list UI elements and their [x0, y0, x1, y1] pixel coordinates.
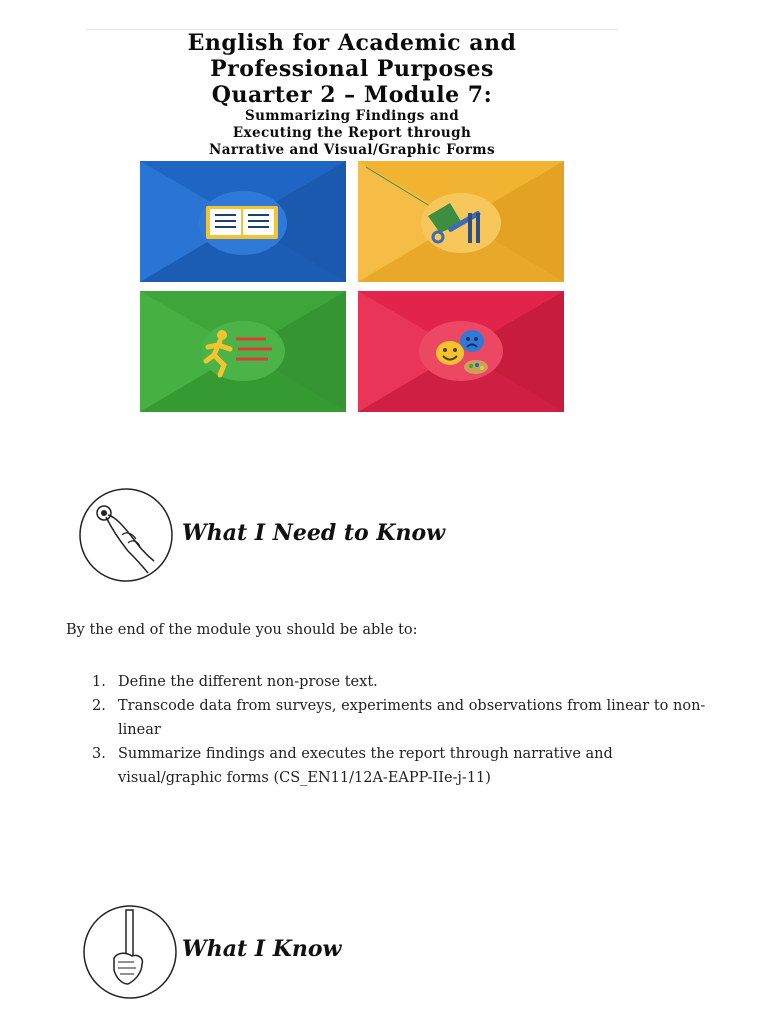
objectives-list — [92, 670, 712, 790]
objective-text: Transcode data from surveys, experiments and observations from linear to non-linear — [118, 698, 706, 738]
hand-pencil-icon — [82, 904, 178, 1000]
module-title-line-1: English for Academic and — [187, 30, 517, 56]
list-item — [92, 670, 712, 694]
tile-arts — [358, 291, 564, 412]
list-item — [92, 742, 712, 790]
module-title-line-2: Professional Purposes — [210, 56, 494, 82]
objective-number: 3. — [92, 746, 106, 762]
module-title-block — [60, 30, 644, 159]
objectives-intro: By the end of the module you should be able to: — [66, 622, 418, 638]
module-subtitle-line-3: Narrative and Visual/Graphic Forms — [209, 142, 495, 158]
cover-tiles — [140, 161, 564, 412]
objective-number: 1. — [92, 674, 106, 690]
objective-text: Define the different non-prose text. — [118, 674, 378, 690]
what-i-know-heading: What I Know — [182, 936, 342, 962]
open-book-icon — [206, 206, 278, 239]
module-title-line-3: Quarter 2 – Module 7: — [211, 82, 493, 108]
tile-sports — [140, 291, 346, 412]
objective-text: Summarize findings and executes the report through narrative and visual/graphic forms (CS_EN11/12A-EAPP-IIe-j-11) — [118, 746, 613, 786]
tile-book — [140, 161, 346, 282]
list-item — [92, 694, 712, 742]
tile-tools — [358, 161, 564, 282]
finger-press-icon — [78, 487, 174, 583]
module-subtitle-line-2: Executing the Report through — [232, 125, 472, 141]
what-i-need-to-know-heading: What I Need to Know — [182, 520, 446, 546]
module-subtitle-line-1: Summarizing Findings and — [244, 108, 460, 124]
objective-number: 2. — [92, 698, 106, 714]
